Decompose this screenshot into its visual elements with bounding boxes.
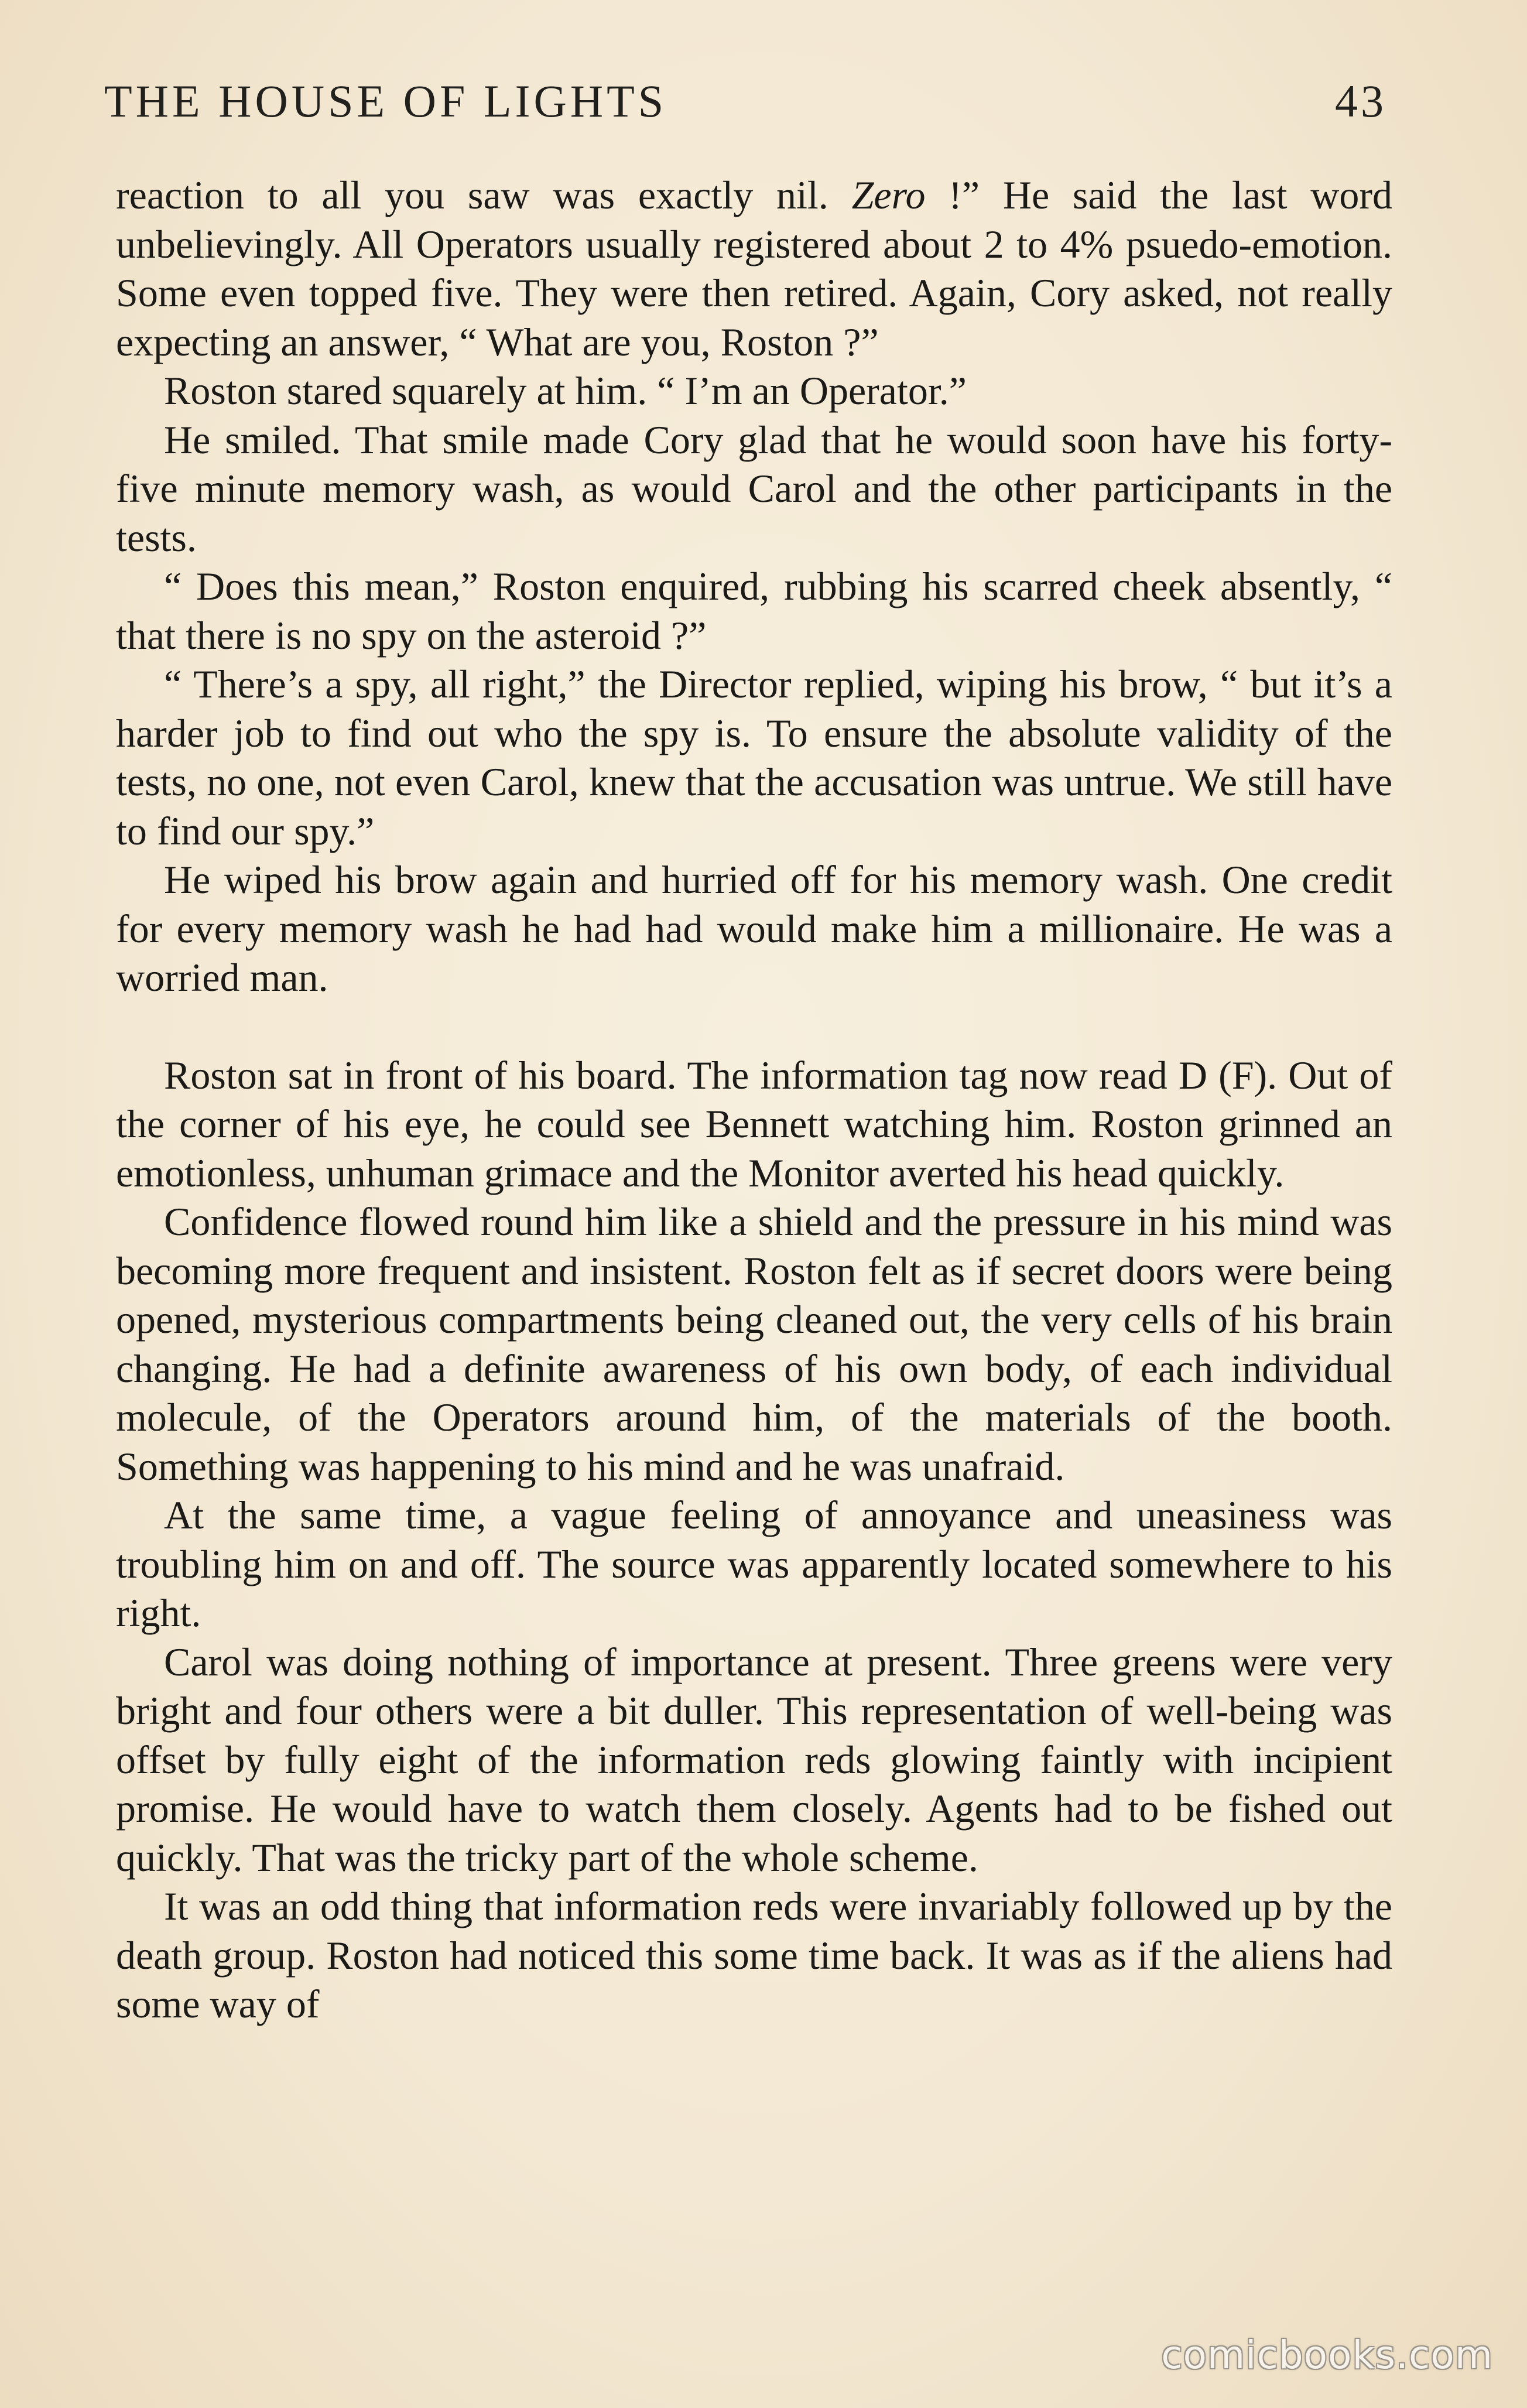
paragraph-4: “ Does this mean,” Roston enquired, rubbing his scarred cheek absently, “ that there is no spy on the asteroid ?”: [116, 564, 1392, 658]
watermark: comicbooks.com: [1161, 2332, 1493, 2378]
paragraph-1-text-b: !” He said the last word unbelievingly. All Operators usually registered about 2 to 4% psuedo-emotion. Some even topped five. They were then retired. Again, Cory asked, not really expecting an answer, “ What are you, Roston ?”: [116, 173, 1392, 364]
body-text: [116, 171, 1392, 2029]
paragraph-11: It was an odd thing that information reds were invariably followed up by the death group. Roston had noticed this some time back. It was as if the aliens had some way of: [116, 1884, 1392, 2026]
paragraph-1: [116, 171, 1392, 367]
paragraph-6: He wiped his brow again and hurried off for his memory wash. One credit for every memory wash he had had would make him a millionaire. He was a worried man.: [116, 857, 1392, 1000]
paragraph-7: Roston sat in front of his board. The information tag now read D (F). Out of the corner of his eye, he could see Bennett watching him. Roston grinned an emotionless, unhuman grimace and the Monitor averted his head quickly.: [116, 1052, 1392, 1195]
paragraph-1-emphasis: Zero: [851, 173, 926, 217]
paragraph-3: He smiled. That smile made Cory glad that he would soon have his forty-five minute memory wash, as would Carol and the other participants in the tests.: [116, 417, 1392, 560]
paragraph-8: Confidence flowed round him like a shield and the pressure in his mind was becoming more frequent and insistent. Roston felt as if secret doors were being opened, mysterious compartments being cleaned out, the very cells of his brain changing. He had a definite awareness of his own body, of each individual molecule, of the Operators around him, of the materials of the booth. Something was happening to his mind and he was unafraid.: [116, 1199, 1392, 1489]
paragraph-10: Carol was doing nothing of importance at present. Three greens were very bright and four others were a bit duller. This representation of well-being was offset by fully eight of the information reds glowing faintly with incipient promise. He would have to watch them closely. Agents had to be fished out quickly. That was the tricky part of the whole scheme.: [116, 1639, 1392, 1880]
paragraph-1-text-a: reaction to all you saw was exactly nil.: [116, 173, 852, 217]
paragraph-2: Roston stared squarely at him. “ I’m an Operator.”: [164, 368, 967, 413]
running-head-title: THE HOUSE OF LIGHTS: [104, 76, 667, 126]
running-head: [104, 75, 1386, 134]
page-number: 43: [1335, 76, 1386, 126]
paragraph-5: “ There’s a spy, all right,” the Director replied, wiping his brow, “ but it’s a harder job to find out who the spy is. To ensure the absolute validity of the tests, no one, not even Carol, knew that the accusation was untrue. We still have to find our spy.”: [116, 662, 1392, 853]
paragraph-9: At the same time, a vague feeling of annoyance and uneasiness was troubling him on and off. The source was apparently located somewhere to his right.: [116, 1493, 1392, 1635]
